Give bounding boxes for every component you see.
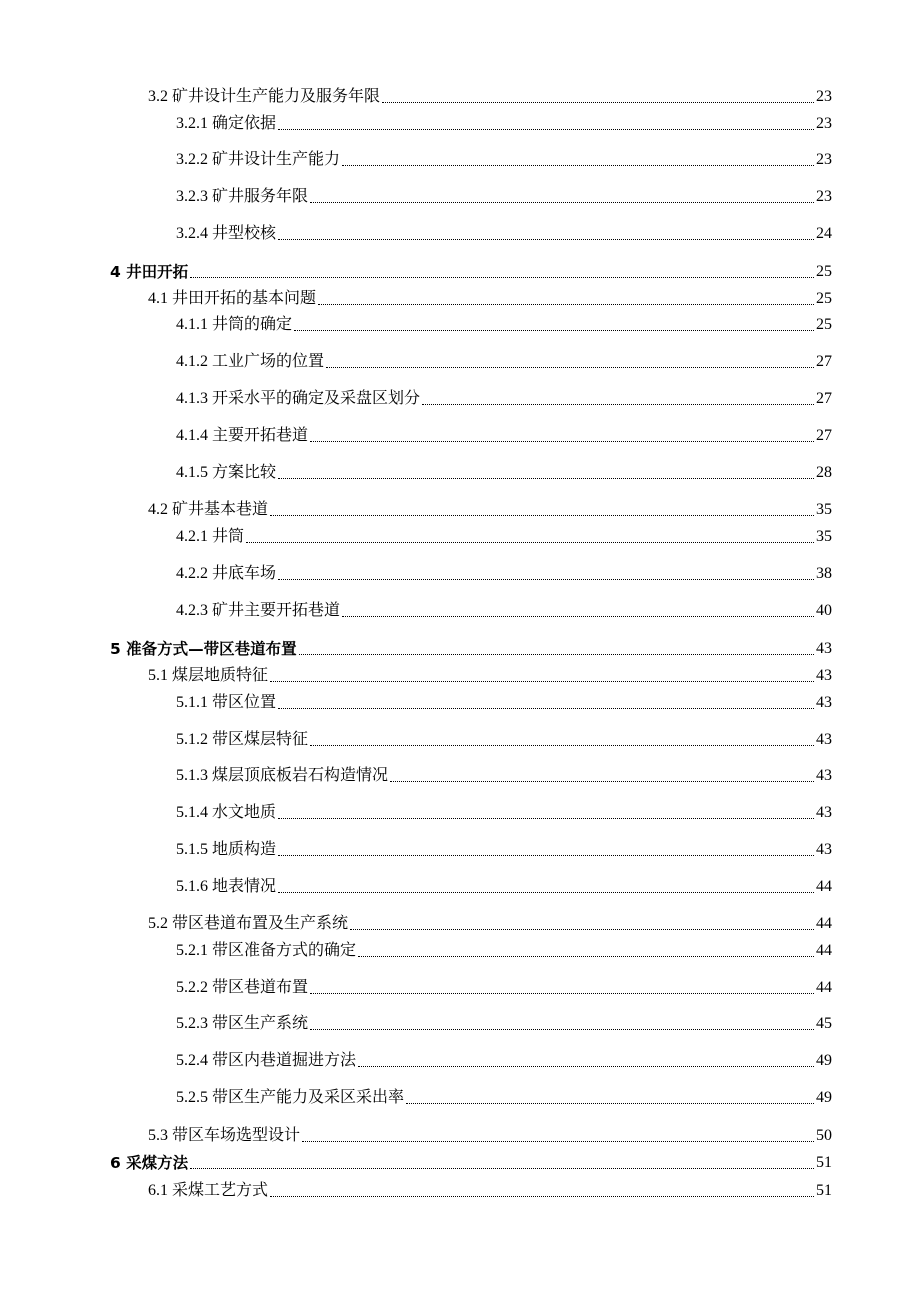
toc-subsection[interactable] xyxy=(176,692,832,714)
toc-entry-title: 5 准备方式—带区巷道布置 xyxy=(110,640,297,658)
toc-page-number: 23 xyxy=(816,88,832,105)
toc-entry-title: 5.2.4 带区内巷道掘进方法 xyxy=(176,1052,357,1069)
toc-entry-title: 6 采煤方法 xyxy=(110,1154,189,1172)
toc-entry-title: 5.2 带区巷道布置及生产系统 xyxy=(148,915,349,932)
toc-page-number: 25 xyxy=(816,263,832,280)
toc-entry-title: 5.1.6 地表情况 xyxy=(176,878,277,895)
toc-entry-title: 5.1.3 煤层顶底板岩石构造情况 xyxy=(176,767,389,784)
toc-subsection[interactable] xyxy=(176,1087,832,1109)
toc-entry-title: 4.1.1 井筒的确定 xyxy=(176,316,293,333)
toc-entry-title: 4.1.3 开采水平的确定及采盘区划分 xyxy=(176,390,421,407)
toc-subsection[interactable] xyxy=(176,940,832,962)
toc-dot-leader xyxy=(342,165,814,166)
toc-dot-leader xyxy=(278,129,814,130)
toc-subsection[interactable] xyxy=(176,1050,832,1072)
toc-dot-leader xyxy=(358,956,814,957)
toc-entry-title: 5.1.1 带区位置 xyxy=(176,694,277,711)
toc-dot-leader xyxy=(390,781,814,782)
toc-subsection[interactable] xyxy=(176,526,832,548)
toc-dot-leader xyxy=(278,892,814,893)
toc-page-number: 27 xyxy=(816,427,832,444)
toc-entry-title: 5.1 煤层地质特征 xyxy=(148,667,269,684)
toc-page-number: 49 xyxy=(816,1052,832,1069)
toc-dot-leader xyxy=(278,818,814,819)
toc-entry-title: 3.2.4 井型校核 xyxy=(176,225,277,242)
toc-subsection[interactable] xyxy=(176,839,832,861)
toc-page-number: 43 xyxy=(816,767,832,784)
toc-page-number: 23 xyxy=(816,188,832,205)
toc-page-number: 44 xyxy=(816,979,832,996)
toc-dot-leader xyxy=(270,515,814,516)
toc-subsection[interactable] xyxy=(176,600,832,622)
toc-page-number: 27 xyxy=(816,353,832,370)
toc-dot-leader xyxy=(310,202,814,203)
toc-dot-leader xyxy=(278,579,814,580)
toc-entry-title: 3.2.3 矿井服务年限 xyxy=(176,188,309,205)
toc-entry-title: 4.1 井田开拓的基本问题 xyxy=(148,290,317,307)
toc-page-number: 43 xyxy=(816,640,832,657)
toc-page-number: 50 xyxy=(816,1127,832,1144)
toc-page-number: 44 xyxy=(816,915,832,932)
toc-page-number: 23 xyxy=(816,115,832,132)
toc-entry-title: 4.2.1 井筒 xyxy=(176,528,245,545)
toc-subsection[interactable] xyxy=(176,563,832,585)
toc-page-number: 49 xyxy=(816,1089,832,1106)
toc-entry-title: 4 井田开拓 xyxy=(110,263,189,281)
toc-page-number: 24 xyxy=(816,225,832,242)
toc-page-number: 45 xyxy=(816,1015,832,1032)
toc-page-number: 43 xyxy=(816,667,832,684)
toc-subsection[interactable] xyxy=(176,149,832,171)
toc-dot-leader xyxy=(310,993,814,994)
toc-entry-title: 4.1.2 工业广场的位置 xyxy=(176,353,325,370)
toc-entry-title: 3.2.2 矿井设计生产能力 xyxy=(176,151,341,168)
toc-dot-leader xyxy=(190,1168,814,1169)
toc-entry-title: 6.1 采煤工艺方式 xyxy=(148,1182,269,1199)
toc-subsection[interactable] xyxy=(176,462,832,484)
toc-dot-leader xyxy=(270,1196,814,1197)
toc-page-number: 27 xyxy=(816,390,832,407)
toc-subsection[interactable] xyxy=(176,223,832,245)
toc-dot-leader xyxy=(299,654,814,655)
toc-page-number: 43 xyxy=(816,804,832,821)
toc-entry-title: 5.1.2 带区煤层特征 xyxy=(176,731,309,748)
toc-chapter[interactable] xyxy=(110,638,832,660)
toc-dot-leader xyxy=(358,1066,814,1067)
toc-section[interactable] xyxy=(148,499,832,521)
toc-section[interactable] xyxy=(148,1125,832,1147)
toc-page-number: 25 xyxy=(816,290,832,307)
toc-dot-leader xyxy=(278,855,814,856)
toc-dot-leader xyxy=(310,745,814,746)
toc-subsection[interactable] xyxy=(176,765,832,787)
toc-page-number: 43 xyxy=(816,694,832,711)
toc-subsection[interactable] xyxy=(176,113,832,135)
toc-entry-title: 5.2.1 带区准备方式的确定 xyxy=(176,942,357,959)
toc-dot-leader xyxy=(342,616,814,617)
toc-page-number: 51 xyxy=(816,1154,832,1171)
toc-dot-leader xyxy=(270,681,814,682)
toc-page-number: 44 xyxy=(816,942,832,959)
toc-page-number: 38 xyxy=(816,565,832,582)
toc-page-number: 51 xyxy=(816,1182,832,1199)
toc-subsection[interactable] xyxy=(176,1013,832,1035)
toc-subsection[interactable] xyxy=(176,977,832,999)
toc-dot-leader xyxy=(246,542,814,543)
toc-dot-leader xyxy=(350,929,814,930)
toc-dot-leader xyxy=(190,277,814,278)
toc-dot-leader xyxy=(310,1029,814,1030)
toc-entry-title: 5.2.3 带区生产系统 xyxy=(176,1015,309,1032)
toc-chapter[interactable] xyxy=(110,261,832,283)
toc-dot-leader xyxy=(318,304,814,305)
toc-dot-leader xyxy=(326,367,814,368)
toc-entry-title: 5.2.2 带区巷道布置 xyxy=(176,979,309,996)
toc-entry-title: 3.2 矿井设计生产能力及服务年限 xyxy=(148,88,381,105)
toc-section[interactable] xyxy=(148,288,832,310)
toc-section[interactable] xyxy=(148,1180,832,1202)
toc-entry-title: 4.2.3 矿井主要开拓巷道 xyxy=(176,602,341,619)
toc-section[interactable] xyxy=(148,913,832,935)
toc-subsection[interactable] xyxy=(176,425,832,447)
toc-dot-leader xyxy=(406,1103,814,1104)
toc-subsection[interactable] xyxy=(176,802,832,824)
toc-section[interactable] xyxy=(148,665,832,687)
toc-section[interactable] xyxy=(148,86,832,108)
toc-entry-title: 4.1.5 方案比较 xyxy=(176,464,277,481)
toc-entry-title: 5.3 带区车场选型设计 xyxy=(148,1127,301,1144)
toc-entry-title: 5.2.5 带区生产能力及采区采出率 xyxy=(176,1089,405,1106)
toc-entry-title: 5.1.5 地质构造 xyxy=(176,841,277,858)
toc-subsection[interactable] xyxy=(176,876,832,898)
toc-dot-leader xyxy=(422,404,814,405)
toc-page-number: 40 xyxy=(816,602,832,619)
toc-dot-leader xyxy=(278,708,814,709)
toc-subsection[interactable] xyxy=(176,186,832,208)
toc-page-number: 35 xyxy=(816,528,832,545)
toc-dot-leader xyxy=(310,441,814,442)
toc-entry-title: 5.1.4 水文地质 xyxy=(176,804,277,821)
toc-dot-leader xyxy=(382,102,814,103)
toc-subsection[interactable] xyxy=(176,351,832,373)
toc-subsection[interactable] xyxy=(176,388,832,410)
toc-dot-leader xyxy=(278,239,814,240)
toc-page-number: 43 xyxy=(816,731,832,748)
toc-dot-leader xyxy=(278,478,814,479)
toc-subsection[interactable] xyxy=(176,729,832,751)
toc-page-number: 44 xyxy=(816,878,832,895)
toc-dot-leader xyxy=(294,330,814,331)
toc-subsection[interactable] xyxy=(176,314,832,336)
toc-chapter[interactable] xyxy=(110,1152,832,1174)
toc-page-number: 23 xyxy=(816,151,832,168)
toc-page-number: 35 xyxy=(816,501,832,518)
toc-entry-title: 4.2 矿井基本巷道 xyxy=(148,501,269,518)
toc-page-number: 25 xyxy=(816,316,832,333)
toc-entry-title: 3.2.1 确定依据 xyxy=(176,115,277,132)
toc-page-number: 28 xyxy=(816,464,832,481)
toc-entry-title: 4.2.2 井底车场 xyxy=(176,565,277,582)
toc-entry-title: 4.1.4 主要开拓巷道 xyxy=(176,427,309,444)
toc-dot-leader xyxy=(302,1141,814,1142)
toc-page-number: 43 xyxy=(816,841,832,858)
